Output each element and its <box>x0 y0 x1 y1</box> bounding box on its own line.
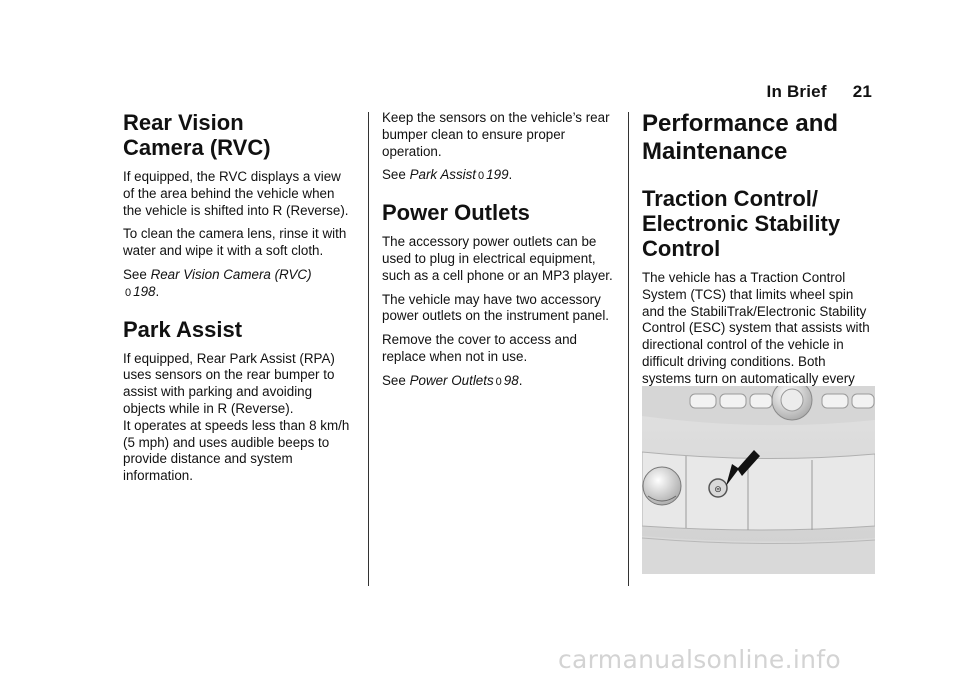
park-ref-page[interactable]: 199 <box>486 167 509 183</box>
park-see-reference: See Park Assist 0 199. <box>382 167 513 183</box>
page-header <box>767 82 872 102</box>
performance-heading-line-2: Maintenance <box>642 138 788 165</box>
rvc-heading <box>123 110 355 160</box>
column-1 <box>123 110 355 492</box>
rvc-paragraph-2: To clean the camera lens, rinse it with water and wipe it with a soft cloth. <box>123 226 347 259</box>
traction-control-button-illustration <box>642 386 875 574</box>
power-see-reference: See Power Outlets 0 98. <box>382 372 523 388</box>
rvc-ref-page[interactable]: 198 <box>133 283 156 299</box>
see-label: See <box>382 167 406 183</box>
park-paragraph-2: It operates at speeds less than 8 km/h (5 mph) and uses audible beeps to provide distance and system information. <box>123 417 350 484</box>
tc-heading-line-2: Electronic Stability <box>642 211 841 236</box>
power-outlets-heading: Power Outlets <box>382 200 530 226</box>
page-ref-icon: 0 <box>125 286 132 299</box>
power-paragraph-2: The vehicle may have two accessory power outlets on the instrument panel. <box>382 291 610 324</box>
traction-control-heading <box>642 186 878 261</box>
see-label: See <box>123 266 147 282</box>
rvc-heading-line-1: Rear Vision <box>123 110 244 135</box>
column-3 <box>642 110 878 411</box>
tc-heading-line-1: Traction Control/ <box>642 186 818 211</box>
performance-heading <box>642 110 878 166</box>
column-divider <box>628 112 629 586</box>
power-paragraph-1: The accessory power outlets can be used to plug in electrical equipment, such as a cell phone or an MP3 player. <box>382 234 613 283</box>
section-title: In Brief <box>766 82 827 101</box>
svg-text:⊜: ⊜ <box>714 485 722 495</box>
tc-heading-line-3: Control <box>642 236 721 261</box>
rvc-see-reference: See Rear Vision Camera (RVC) 0 198. <box>123 266 312 299</box>
page-ref-icon: 0 <box>478 170 485 183</box>
see-label: See <box>382 372 406 388</box>
rvc-paragraph-1: If equipped, the RVC displays a view of the area behind the vehicle when the vehicle is shifted into R (Reverse). <box>123 169 349 218</box>
page-number: 21 <box>852 82 872 101</box>
column-2 <box>382 110 616 398</box>
tc-paragraph-1: The vehicle has a Traction Control System (TCS) that limits wheel spin and the StabiliTrak/Electronic Stability Control (ESC) system that assists with directional control of the vehicle in difficult driving conditions. Both systems turn on automatically every <box>642 270 870 386</box>
dashboard-illustration <box>642 386 875 574</box>
power-paragraph-3: Remove the cover to access and replace when not in use. <box>382 332 578 364</box>
performance-heading-line-1: Performance and <box>642 110 839 137</box>
rvc-heading-line-2: Camera (RVC) <box>123 135 271 160</box>
page-ref-icon: 0 <box>495 375 502 388</box>
power-ref-link[interactable]: Power Outlets <box>409 372 494 388</box>
park-assist-heading: Park Assist <box>123 316 243 342</box>
power-ref-page[interactable]: 98 <box>503 372 519 388</box>
rvc-ref-link[interactable]: Rear Vision Camera (RVC) <box>150 266 312 282</box>
park-paragraph-3: Keep the sensors on the vehicle’s rear bumper clean to ensure proper operation. <box>382 110 610 159</box>
column-divider <box>368 112 369 586</box>
park-paragraph-1: If equipped, Rear Park Assist (RPA) uses sensors on the rear bumper to assist with parking and avoiding objects while in R (Reverse). <box>123 350 335 416</box>
park-ref-link[interactable]: Park Assist <box>409 167 477 183</box>
watermark: carmanualsonline.info <box>558 645 841 674</box>
